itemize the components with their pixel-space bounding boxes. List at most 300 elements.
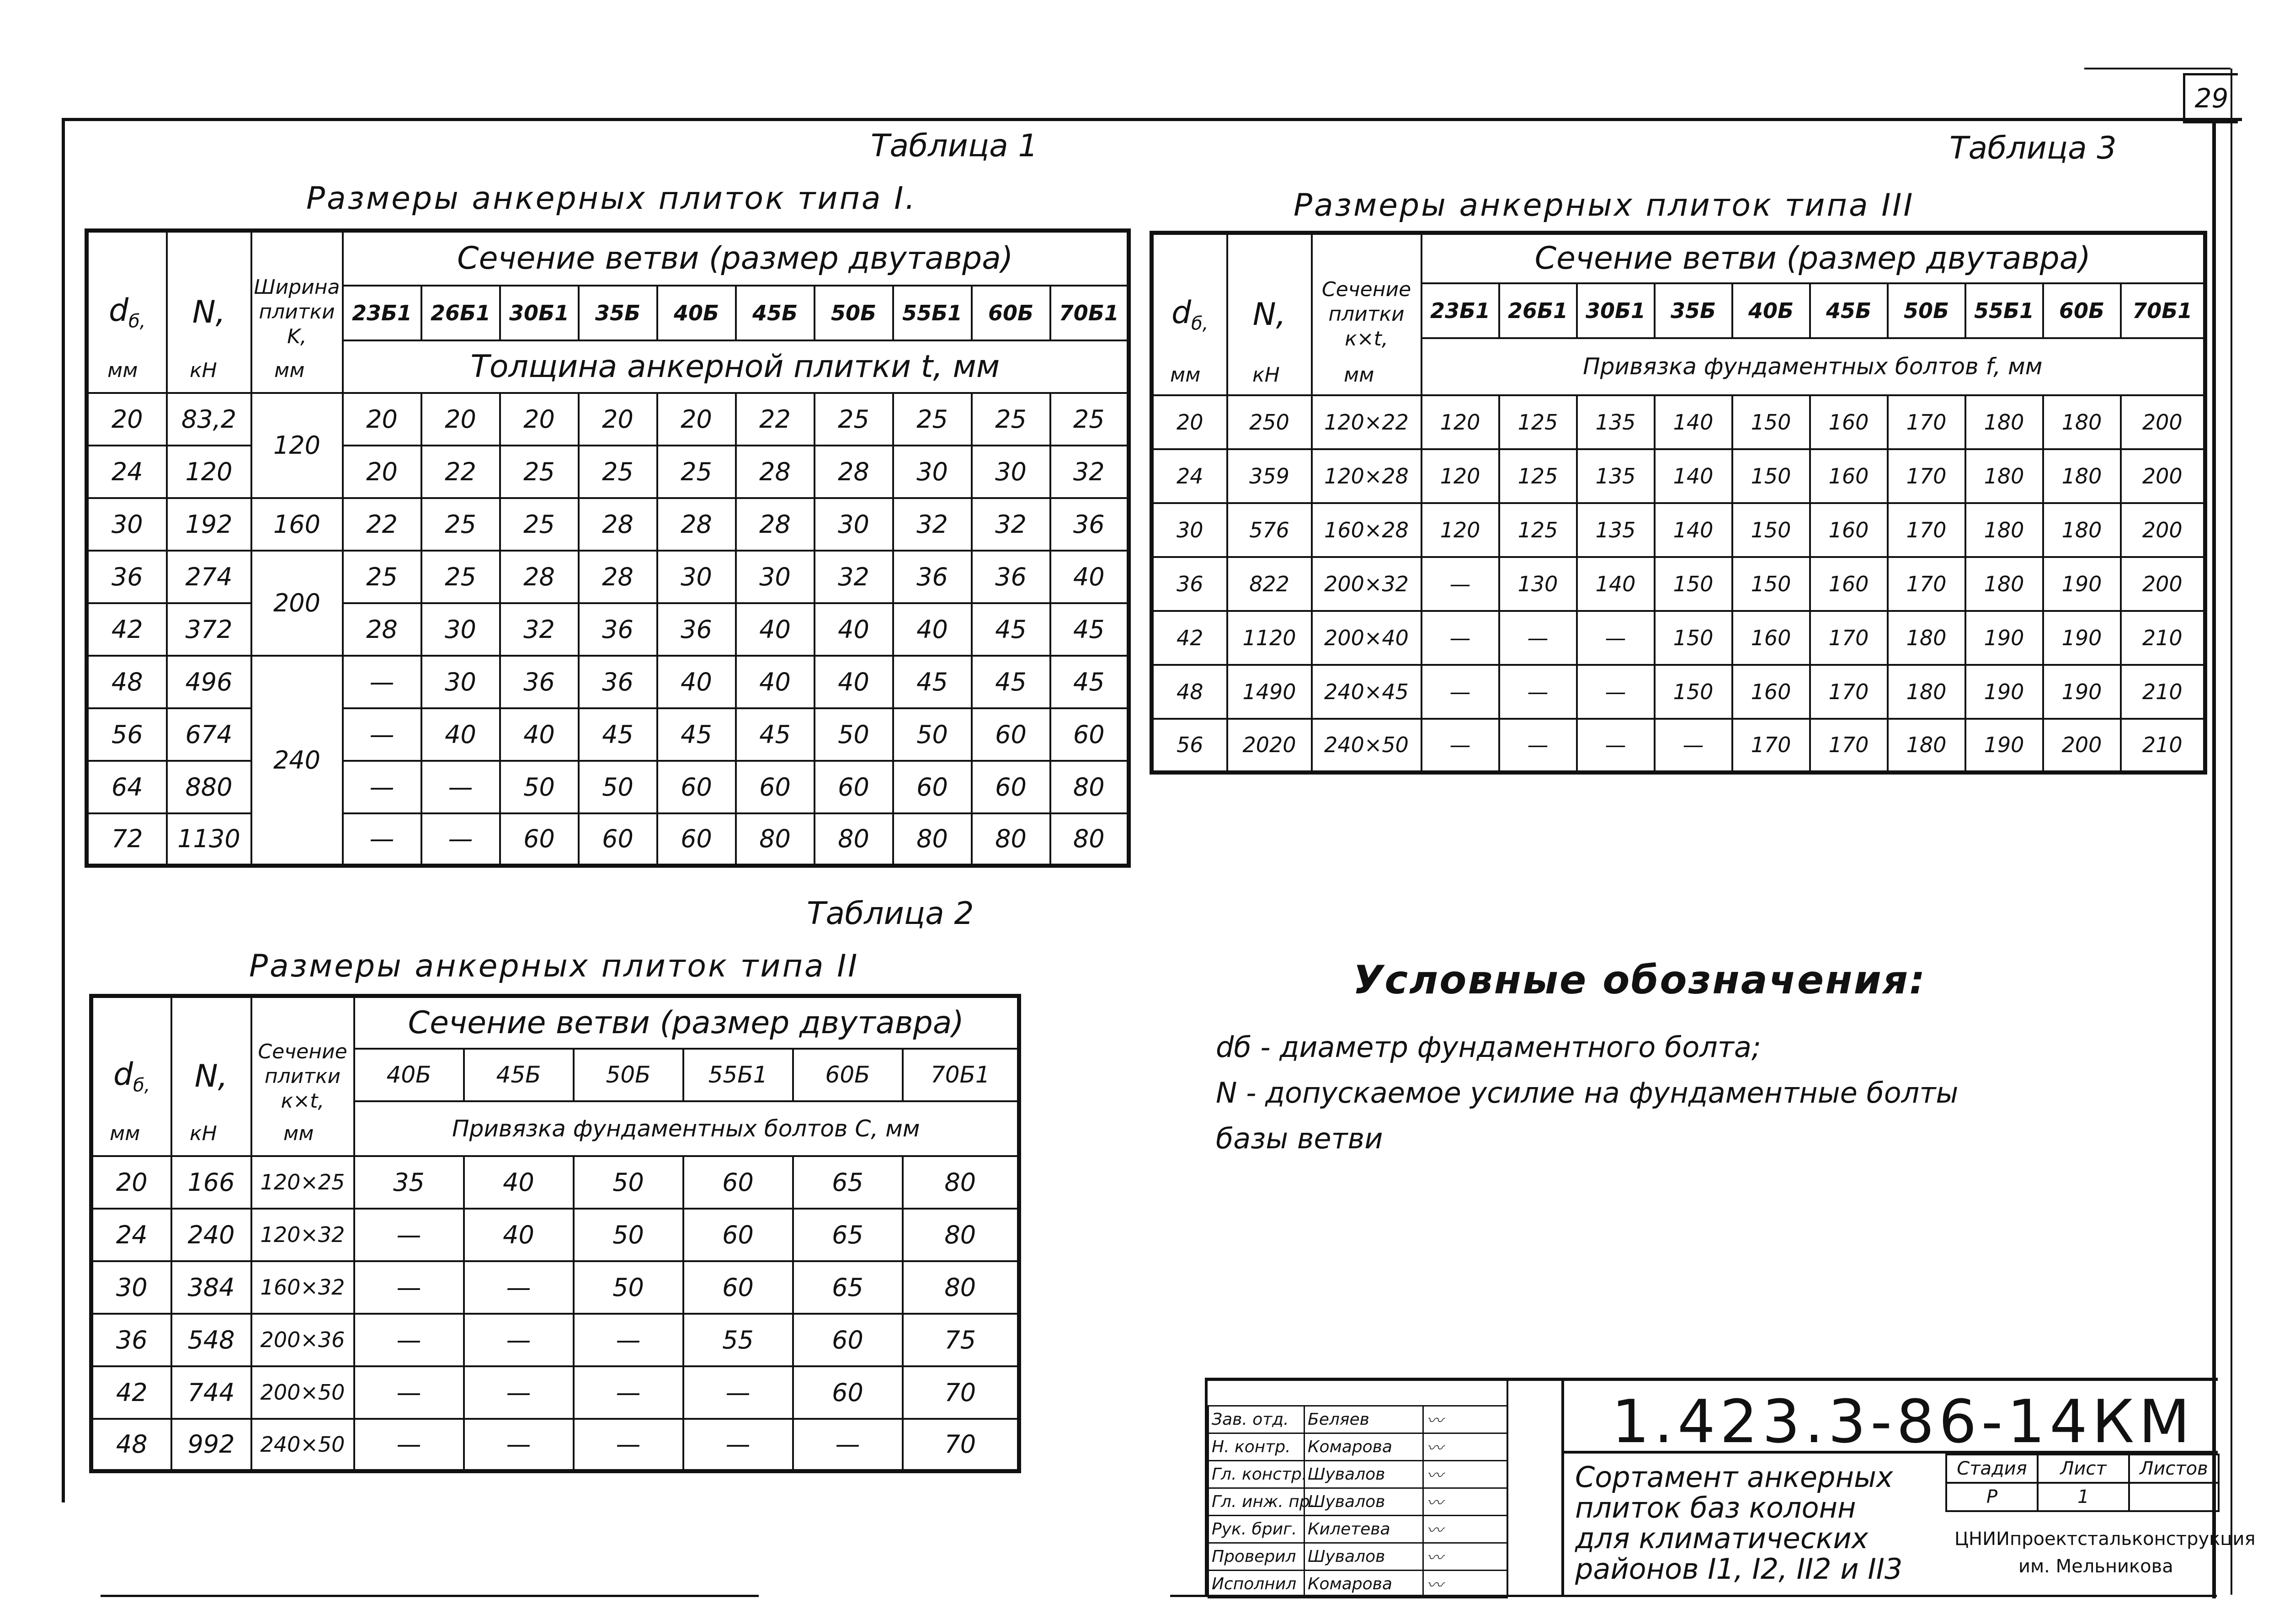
table1-cell: 40: [421, 708, 500, 761]
table1-caption: Таблица 1: [871, 128, 1038, 164]
table1-cell: 36: [500, 656, 579, 708]
table1-cell: 45: [972, 603, 1050, 656]
table2-cell: 40: [464, 1156, 574, 1209]
table1-cell-n: 192: [167, 498, 251, 551]
table1-cell: 40: [500, 708, 579, 761]
stamp-divider: [1561, 1378, 1564, 1597]
table2-cell: 75: [903, 1314, 1019, 1366]
table1-section: 70Б1: [1050, 286, 1129, 340]
table3-cell: 160: [1732, 611, 1810, 665]
table2-cell: 50: [574, 1261, 683, 1314]
table2-header-plate: Сечение плитки к×t,: [251, 996, 354, 1156]
table3-cell: —: [1422, 665, 1499, 719]
table3-cell: 150: [1732, 557, 1810, 611]
table2-cell: 60: [683, 1156, 793, 1209]
table3-cell: 150: [1655, 611, 1732, 665]
table2-cell-d: 42: [91, 1366, 171, 1419]
table2-unit-n: кН: [190, 1122, 217, 1145]
table3-header-n: N,: [1227, 233, 1312, 395]
table1-cell: 28: [736, 498, 815, 551]
table3-cell-d: 48: [1152, 665, 1227, 719]
table3-cell: 125: [1499, 449, 1577, 503]
table2-binding-title: Привязка фундаментных болтов С, мм: [354, 1101, 1019, 1156]
table2-section: 40Б: [354, 1049, 464, 1101]
table3-cell: 135: [1577, 449, 1655, 503]
table1-cell: 28: [500, 551, 579, 603]
table1-cell: 40: [893, 603, 972, 656]
signature-icon: 〰: [1423, 1488, 1507, 1516]
stamp-name: Килетева: [1304, 1516, 1423, 1543]
document-title-line: районов I1, I2, II2 и II3: [1575, 1552, 1903, 1586]
table3-cell-plate: 200×40: [1312, 611, 1422, 665]
table1-cell: 60: [1050, 708, 1129, 761]
table1-unit-k: мм: [274, 359, 305, 382]
table1-cell: 28: [579, 551, 657, 603]
table1-cell: 25: [972, 393, 1050, 446]
table3-title: Размеры анкерных плиток типа III: [1294, 187, 1915, 223]
table2-cell: 60: [683, 1261, 793, 1314]
table1-cell: 20: [421, 393, 500, 446]
table1-cell: 45: [972, 656, 1050, 708]
table2: [89, 994, 1021, 1473]
table1-cell: 32: [1050, 446, 1129, 498]
stamp-top-border: [1205, 1378, 2218, 1381]
table3-section: 70Б1: [2121, 283, 2205, 338]
stamp-name: Шувалов: [1304, 1488, 1423, 1516]
table3-cell: —: [1577, 665, 1655, 719]
table3-cell: 180: [2043, 449, 2121, 503]
table3-cell: 190: [2043, 665, 2121, 719]
table2-cell-d: 30: [91, 1261, 171, 1314]
table1-title: Размеры анкерных плиток типа I.: [306, 180, 917, 217]
table3-cell: 125: [1499, 503, 1577, 557]
organization-subname: им. Мельникова: [2018, 1556, 2173, 1577]
table3-section: 26Б1: [1499, 283, 1577, 338]
table2-cell: 55: [683, 1314, 793, 1366]
table3-cell: 180: [1965, 449, 2043, 503]
table1-section: 40Б: [657, 286, 736, 340]
table1-cell-d: 36: [87, 551, 167, 603]
table1-cell: 28: [579, 498, 657, 551]
stamp-role: Зав. отд.: [1209, 1406, 1304, 1433]
table2-cell: 70: [903, 1366, 1019, 1419]
table3-cell: 120: [1422, 503, 1499, 557]
table1-cell: 50: [579, 761, 657, 813]
table2-cell-plate: 120×25: [251, 1156, 354, 1209]
table3-header-section-title: Сечение ветви (размер двутавра): [1422, 233, 2205, 283]
table2-cell-d: 24: [91, 1209, 171, 1261]
table3-cell-n: 822: [1227, 557, 1312, 611]
table1-cell: —: [343, 708, 421, 761]
stamp-role: Проверил: [1209, 1543, 1304, 1571]
table2-section: 70Б1: [903, 1049, 1019, 1101]
signature-icon: 〰: [1423, 1461, 1507, 1488]
table1-cell: 25: [657, 446, 736, 498]
table1-cell: 45: [893, 656, 972, 708]
table2-cell: —: [464, 1419, 574, 1471]
table1-section: 60Б: [972, 286, 1050, 340]
table3-cell: 140: [1655, 449, 1732, 503]
table1-cell: 80: [736, 813, 815, 866]
table1-cell: 20: [500, 393, 579, 446]
table3-cell: —: [1499, 665, 1577, 719]
table2-cell-d: 36: [91, 1314, 171, 1366]
table3-cell: 180: [2043, 503, 2121, 557]
table2-cell-plate: 200×50: [251, 1366, 354, 1419]
table2-cell: —: [354, 1209, 464, 1261]
table3-cell: 170: [1732, 719, 1810, 773]
table3-cell: 200: [2121, 503, 2205, 557]
table2-cell: 65: [793, 1156, 903, 1209]
table1-cell: 40: [1050, 551, 1129, 603]
table3-cell: 160: [1810, 449, 1888, 503]
table3-cell: 150: [1732, 449, 1810, 503]
table3-cell: 190: [1965, 665, 2043, 719]
table1-cell-n: 674: [167, 708, 251, 761]
table2-cell-n: 384: [171, 1261, 251, 1314]
table3-cell-plate: 200×32: [1312, 557, 1422, 611]
table3-cell: 210: [2121, 611, 2205, 665]
table3-cell: 180: [1888, 719, 1965, 773]
table3-cell: —: [1422, 611, 1499, 665]
table3-cell: 170: [1888, 503, 1965, 557]
table1-cell-d: 42: [87, 603, 167, 656]
page-number: [2183, 73, 2238, 123]
table3-cell: 160: [1732, 665, 1810, 719]
table1-unit-d: мм: [107, 359, 138, 382]
table1-section: 45Б: [736, 286, 815, 340]
table1-cell: 60: [500, 813, 579, 866]
stage-value: 1: [2038, 1483, 2129, 1511]
table2-cell-d: 20: [91, 1156, 171, 1209]
table1-cell: 45: [1050, 656, 1129, 708]
table1-section: 23Б1: [343, 286, 421, 340]
frame-top-line: [62, 118, 2242, 121]
table3-cell: —: [1577, 611, 1655, 665]
table3-cell: —: [1422, 557, 1499, 611]
table1-cell: 32: [893, 498, 972, 551]
table3-cell: —: [1655, 719, 1732, 773]
table1-header-n: N,: [167, 231, 251, 393]
table3-cell: 210: [2121, 719, 2205, 773]
table2-cell-plate: 160×32: [251, 1261, 354, 1314]
table2-unit-d: мм: [110, 1122, 140, 1145]
table2-cell: 80: [903, 1209, 1019, 1261]
table3-cell: 180: [1965, 395, 2043, 449]
table2-cell-plate: 120×32: [251, 1209, 354, 1261]
table1-cell: 22: [421, 446, 500, 498]
table3-cell: 210: [2121, 665, 2205, 719]
table1-cell: 60: [972, 708, 1050, 761]
signature-icon: 〰: [1423, 1516, 1507, 1543]
table3-cell: 170: [1888, 557, 1965, 611]
table1-cell: 45: [579, 708, 657, 761]
table1-cell: 28: [736, 446, 815, 498]
table3-cell-n: 576: [1227, 503, 1312, 557]
table1-cell-n: 83,2: [167, 393, 251, 446]
table3-cell-n: 359: [1227, 449, 1312, 503]
table3-cell: 170: [1888, 449, 1965, 503]
table1-cell: 60: [657, 761, 736, 813]
table3-unit-n: кН: [1252, 363, 1280, 387]
table3-cell: 180: [1965, 503, 2043, 557]
table1-cell-width: 120: [251, 393, 343, 498]
frame-top-extra-line: [2084, 68, 2231, 69]
table2-cell: —: [464, 1261, 574, 1314]
table3-cell-plate: 120×28: [1312, 449, 1422, 503]
table3-cell: —: [1577, 719, 1655, 773]
table3-cell: 180: [1888, 665, 1965, 719]
table1-cell-d: 30: [87, 498, 167, 551]
table2-cell-plate: 240×50: [251, 1419, 354, 1471]
table1-cell: 30: [972, 446, 1050, 498]
table3-cell: 160: [1810, 503, 1888, 557]
table3-cell: 160: [1810, 395, 1888, 449]
table1-cell: 60: [657, 813, 736, 866]
table1-cell: —: [343, 813, 421, 866]
table2-cell-plate: 200×36: [251, 1314, 354, 1366]
table3-cell-plate: 240×50: [1312, 719, 1422, 773]
table2-cell-n: 992: [171, 1419, 251, 1471]
legend-title: Условные обозначения:: [1353, 957, 1927, 1003]
signature-icon: 〰: [1423, 1406, 1507, 1433]
table2-unit-k: мм: [283, 1122, 314, 1145]
document-title-line: для климатических: [1575, 1522, 1869, 1555]
table3-caption: Таблица 3: [1949, 130, 2117, 166]
table3-cell: 190: [2043, 611, 2121, 665]
table2-section: 50Б: [574, 1049, 683, 1101]
table1-cell: —: [421, 761, 500, 813]
table2-cell: 65: [793, 1261, 903, 1314]
table1-cell: 45: [657, 708, 736, 761]
table2-cell-n: 166: [171, 1156, 251, 1209]
table1-cell-n: 274: [167, 551, 251, 603]
table1-cell: 36: [1050, 498, 1129, 551]
table1: [85, 228, 1131, 868]
table1-header-section-title: Сечение ветви (размер двутавра): [343, 231, 1129, 286]
stamp-name: Беляев: [1304, 1406, 1423, 1433]
table3-cell: 135: [1577, 503, 1655, 557]
table2-cell: —: [354, 1419, 464, 1471]
table3-cell: 170: [1888, 395, 1965, 449]
table3-cell-d: 24: [1152, 449, 1227, 503]
table1-cell: 50: [893, 708, 972, 761]
table1-cell: 30: [893, 446, 972, 498]
table1-cell: 25: [579, 446, 657, 498]
table1-cell: —: [343, 656, 421, 708]
table2-cell: 35: [354, 1156, 464, 1209]
table1-cell: 22: [736, 393, 815, 446]
table3-header-d: $d_{б,}$: [1152, 233, 1227, 395]
stamp-name: Шувалов: [1304, 1543, 1423, 1571]
stamp-roles-table: [1208, 1405, 1508, 1598]
table1-cell: 50: [500, 761, 579, 813]
table1-cell: 25: [500, 498, 579, 551]
table1-cell: 60: [579, 813, 657, 866]
table3-cell: —: [1499, 611, 1577, 665]
table2-cell-d: 48: [91, 1419, 171, 1471]
table3-cell: 190: [1965, 611, 2043, 665]
table1-cell: 30: [421, 603, 500, 656]
table2-cell: —: [464, 1366, 574, 1419]
table1-cell: 36: [893, 551, 972, 603]
table2-cell: 80: [903, 1156, 1019, 1209]
table1-cell: 60: [815, 761, 893, 813]
table1-cell: 20: [579, 393, 657, 446]
table2-cell: 50: [574, 1209, 683, 1261]
table1-cell: 25: [893, 393, 972, 446]
stamp-role: Н. контр.: [1209, 1433, 1304, 1461]
stamp-role: Гл. констр.: [1209, 1461, 1304, 1488]
stamp-role: Гл. инж. пр.: [1209, 1488, 1304, 1516]
signature-icon: 〰: [1423, 1433, 1507, 1461]
table3-cell: 140: [1577, 557, 1655, 611]
document-code: 1.423.3-86-14КМ: [1612, 1387, 2195, 1456]
table3-cell-d: 30: [1152, 503, 1227, 557]
table2-cell: —: [574, 1314, 683, 1366]
signature-icon: 〰: [1423, 1543, 1507, 1571]
document-title-line: плиток баз колонн: [1575, 1491, 1856, 1524]
table1-cell-d: 56: [87, 708, 167, 761]
table3-cell: —: [1499, 719, 1577, 773]
table3-section: 60Б: [2043, 283, 2121, 338]
table2-title: Размеры анкерных плиток типа II: [249, 948, 859, 984]
table1-cell-width: 200: [251, 551, 343, 656]
table2-cell: —: [464, 1314, 574, 1366]
table3-cell-d: 36: [1152, 557, 1227, 611]
frame-right-outer-line: [2231, 69, 2232, 1595]
frame-left-line: [62, 118, 65, 1502]
table3-cell: 180: [1965, 557, 2043, 611]
table2-cell: —: [574, 1419, 683, 1471]
table1-cell: 30: [815, 498, 893, 551]
stage-table: [1945, 1454, 2220, 1512]
legend-line: N - допускаемое усилие на фундаментные болты: [1216, 1076, 1959, 1109]
table3-cell: 120: [1422, 449, 1499, 503]
table3-section: 30Б1: [1577, 283, 1655, 338]
table1-cell: 36: [579, 603, 657, 656]
table3-section: 40Б: [1732, 283, 1810, 338]
table3: [1150, 231, 2207, 775]
table1-cell: 36: [579, 656, 657, 708]
table1-cell: 45: [1050, 603, 1129, 656]
table1-cell: 80: [972, 813, 1050, 866]
table2-cell: 40: [464, 1209, 574, 1261]
table2-cell: 70: [903, 1419, 1019, 1471]
table3-cell-n: 250: [1227, 395, 1312, 449]
table2-cell: 60: [683, 1209, 793, 1261]
table3-cell-n: 1490: [1227, 665, 1312, 719]
table1-cell-d: 64: [87, 761, 167, 813]
document-title-line: Сортамент анкерных: [1575, 1460, 1893, 1494]
table3-binding-title: Привязка фундаментных болтов f, мм: [1422, 338, 2205, 395]
table1-cell: —: [421, 813, 500, 866]
table1-cell: 80: [1050, 813, 1129, 866]
table3-section: 50Б: [1888, 283, 1965, 338]
table3-cell: 200: [2121, 449, 2205, 503]
table1-cell: 60: [736, 761, 815, 813]
table3-cell: 130: [1499, 557, 1577, 611]
table1-cell: 36: [657, 603, 736, 656]
table2-header-d: $d_{б,}$: [91, 996, 171, 1156]
table1-cell: 30: [736, 551, 815, 603]
table1-section: 35Б: [579, 286, 657, 340]
table1-cell-d: 72: [87, 813, 167, 866]
table3-unit-k: мм: [1344, 363, 1374, 387]
table1-cell: 25: [343, 551, 421, 603]
table1-cell: 28: [815, 446, 893, 498]
table3-unit-d: мм: [1170, 363, 1201, 387]
table1-cell: 30: [657, 551, 736, 603]
table3-cell: 150: [1732, 503, 1810, 557]
table1-section: 26Б1: [421, 286, 500, 340]
table2-section: 55Б1: [683, 1049, 793, 1101]
table3-cell: 150: [1655, 665, 1732, 719]
table1-cell-d: 24: [87, 446, 167, 498]
table2-cell: —: [793, 1419, 903, 1471]
table1-section: 30Б1: [500, 286, 579, 340]
table3-cell: 180: [2043, 395, 2121, 449]
table3-section: 23Б1: [1422, 283, 1499, 338]
table3-cell: 200: [2121, 395, 2205, 449]
stage-header: Лист: [2038, 1454, 2129, 1483]
table1-cell: 32: [815, 551, 893, 603]
table1-cell: 20: [343, 446, 421, 498]
table3-cell-plate: 160×28: [1312, 503, 1422, 557]
table3-cell-plate: 240×45: [1312, 665, 1422, 719]
table2-cell: 60: [793, 1314, 903, 1366]
table3-section: 45Б: [1810, 283, 1888, 338]
table1-cell: 50: [815, 708, 893, 761]
table1-cell: 25: [421, 551, 500, 603]
table1-cell-n: 120: [167, 446, 251, 498]
table1-cell: 60: [893, 761, 972, 813]
table3-cell: 200: [2121, 557, 2205, 611]
table3-cell: 200: [2043, 719, 2121, 773]
table3-cell: 135: [1577, 395, 1655, 449]
table2-header-section-title: Сечение ветви (размер двутавра): [354, 996, 1019, 1049]
table3-cell-d: 42: [1152, 611, 1227, 665]
table1-cell: 32: [972, 498, 1050, 551]
table3-cell: 180: [1888, 611, 1965, 665]
table2-cell: —: [683, 1419, 793, 1471]
stamp-name: Комарова: [1304, 1571, 1423, 1598]
frame-bottom-line-left: [101, 1595, 759, 1597]
organization-name: ЦНИИпроектстальконструкция: [1954, 1528, 2256, 1550]
table3-header-plate: Сечение плитки к×t,: [1312, 233, 1422, 395]
table2-section: 45Б: [464, 1049, 574, 1101]
stamp-name: Шувалов: [1304, 1461, 1423, 1488]
table1-cell-n: 496: [167, 656, 251, 708]
table1-cell: 40: [815, 603, 893, 656]
table1-cell: 40: [736, 603, 815, 656]
table3-cell: 190: [2043, 557, 2121, 611]
stage-header: Стадия: [1946, 1454, 2038, 1483]
table3-cell-n: 1120: [1227, 611, 1312, 665]
table3-cell-d: 56: [1152, 719, 1227, 773]
stamp-role: Исполнил: [1209, 1571, 1304, 1598]
stage-value: Р: [1946, 1483, 2038, 1511]
table3-cell: 160: [1810, 557, 1888, 611]
table2-caption: Таблица 2: [807, 896, 974, 932]
table1-cell: 25: [1050, 393, 1129, 446]
legend-line: базы ветви: [1216, 1122, 1383, 1155]
table3-section: 55Б1: [1965, 283, 2043, 338]
table1-cell: 45: [736, 708, 815, 761]
table1-cell: 20: [657, 393, 736, 446]
table1-cell: 40: [657, 656, 736, 708]
table2-cell: —: [354, 1261, 464, 1314]
